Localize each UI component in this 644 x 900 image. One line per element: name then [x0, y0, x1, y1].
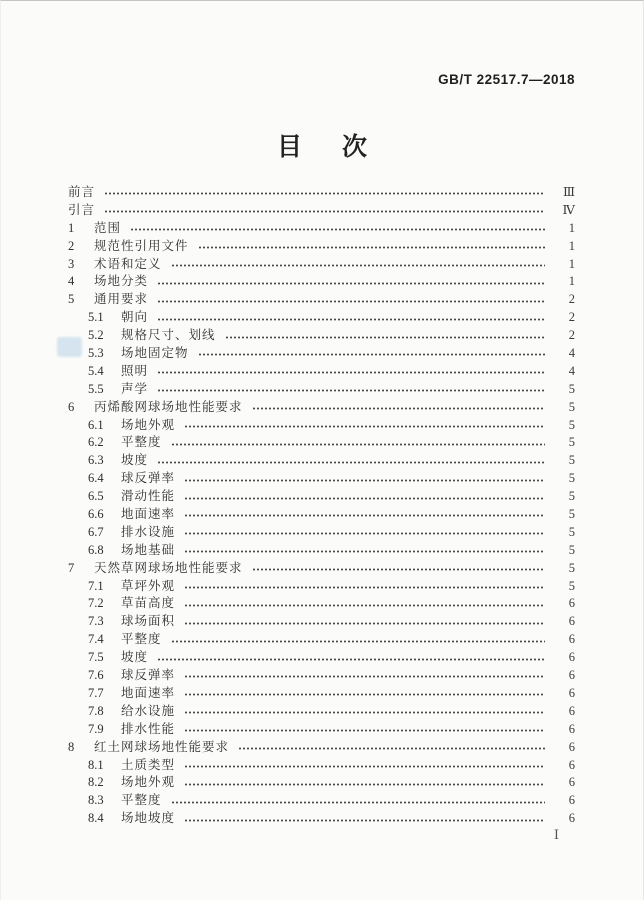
toc-entry-title: 场地外观 [121, 417, 176, 432]
toc-leader-dots [225, 333, 545, 342]
toc-entry-page: 5 [568, 381, 575, 396]
toc-entry-page: 6 [568, 650, 575, 665]
toc-leader-dots [104, 207, 545, 216]
table-of-contents [68, 184, 575, 828]
toc-entry-title: 平整度 [121, 793, 162, 808]
toc-entry-page: 6 [568, 775, 575, 790]
toc-entry [68, 667, 575, 685]
toc-leader-dots [184, 762, 545, 771]
toc-entry-page: Ⅳ [562, 202, 575, 217]
toc-entry-title: 球反弹率 [121, 471, 176, 486]
toc-entry-title: 天然草网球场地性能要求 [94, 560, 243, 575]
toc-entry-page: 6 [568, 632, 575, 647]
toc-entry-title: 坡度 [121, 650, 149, 665]
toc-leader-dots [184, 583, 545, 592]
toc-entry-number: 7.8 [88, 703, 104, 718]
toc-entry-title: 排水设施 [121, 524, 176, 539]
toc-entry-number: 1 [68, 220, 75, 235]
toc-entry-number: 6.8 [88, 542, 104, 557]
toc-leader-dots [198, 350, 545, 359]
toc-entry [68, 774, 575, 792]
toc-entry-number: 5.1 [88, 310, 104, 325]
toc-entry-page: 2 [568, 310, 575, 325]
toc-entry-number: 8.3 [88, 793, 104, 808]
toc-leader-dots [157, 458, 545, 467]
toc-entry-number: 3 [68, 256, 75, 271]
toc-entry-page: 4 [568, 363, 575, 378]
toc-entry-page: 2 [568, 292, 575, 307]
toc-entry-title: 给水设施 [121, 703, 176, 718]
toc-entry [68, 757, 575, 775]
toc-entry-title: 场地固定物 [121, 346, 189, 361]
toc-leader-dots [130, 225, 545, 234]
toc-entry-page: 1 [568, 220, 575, 235]
toc-entry-number: 6.2 [88, 435, 104, 450]
toc-entry-title: 草苗高度 [121, 596, 176, 611]
toc-entry-page: 6 [568, 811, 575, 826]
toc-entry [68, 685, 575, 703]
toc-entry [68, 202, 575, 220]
toc-entry-number: 6.3 [88, 453, 104, 468]
toc-entry-number: 7.5 [88, 650, 104, 665]
toc-entry-number: 6.7 [88, 524, 104, 539]
toc-entry-page: 2 [568, 328, 575, 343]
toc-leader-dots [184, 726, 545, 735]
toc-entry-title: 照明 [121, 363, 149, 378]
toc-leader-dots [184, 422, 545, 431]
toc-entry [68, 417, 575, 435]
toc-entry [68, 524, 575, 542]
standard-number: GB/T 22517.7—2018 [438, 72, 575, 87]
toc-entry [68, 238, 575, 256]
toc-entry-number: 7.9 [88, 721, 104, 736]
toc-entry [68, 327, 575, 345]
toc-entry-title: 地面速率 [121, 507, 176, 522]
toc-leader-dots [171, 637, 545, 646]
toc-entry-page: 6 [568, 703, 575, 718]
toc-leader-dots [171, 440, 545, 449]
toc-entry-number: 5.2 [88, 328, 104, 343]
toc-entry-title: 坡度 [121, 453, 149, 468]
toc-entry-number: 8.4 [88, 811, 104, 826]
toc-entry [68, 739, 575, 757]
toc-entry-number: 2 [68, 238, 75, 253]
toc-entry-title: 土质类型 [121, 757, 176, 772]
page-title: 目次 [276, 134, 407, 161]
toc-entry [68, 256, 575, 274]
toc-leader-dots [238, 744, 545, 753]
footer-page-number: Ⅰ [553, 827, 559, 842]
toc-entry-title: 前言 [68, 185, 96, 199]
toc-entry [68, 613, 575, 631]
toc-entry [68, 703, 575, 721]
toc-entry-number: 5 [68, 292, 75, 307]
toc-entry-page: 5 [568, 471, 575, 486]
toc-entry-number: 5.3 [88, 346, 104, 361]
toc-entry-page: 5 [568, 560, 575, 575]
toc-entry-number: 4 [68, 274, 75, 289]
toc-entry [68, 631, 575, 649]
toc-entry-title: 平整度 [121, 632, 162, 647]
toc-entry-number: 8.1 [88, 757, 104, 772]
toc-entry [68, 309, 575, 327]
toc-entry-title: 红土网球场地性能要求 [94, 739, 230, 754]
toc-leader-dots [184, 494, 545, 503]
toc-leader-dots [184, 619, 545, 628]
toc-entry-page: 1 [568, 274, 575, 289]
toc-entry [68, 399, 575, 417]
toc-entry-title: 场地外观 [121, 775, 176, 790]
toc-entry [68, 434, 575, 452]
toc-entry-title: 声学 [121, 381, 149, 396]
toc-entry-number: 7.4 [88, 632, 104, 647]
toc-entry [68, 542, 575, 560]
toc-entry-title: 场地基础 [121, 542, 176, 557]
toc-entry-title: 球反弹率 [121, 668, 176, 683]
toc-entry-number: 5.5 [88, 381, 104, 396]
toc-entry-number: 7 [68, 560, 75, 575]
toc-entry-page: 1 [568, 238, 575, 253]
toc-entry-title: 规格尺寸、划线 [121, 328, 216, 343]
toc-entry [68, 560, 575, 578]
toc-entry-page: 6 [568, 757, 575, 772]
toc-entry [68, 649, 575, 667]
toc-entry-number: 7.3 [88, 614, 104, 629]
toc-entry-title: 场地坡度 [121, 811, 176, 826]
toc-entry [68, 184, 575, 202]
toc-leader-dots [171, 261, 545, 270]
toc-entry [68, 578, 575, 596]
toc-entry-page: 6 [568, 793, 575, 808]
toc-leader-dots [157, 386, 545, 395]
toc-leader-dots [184, 547, 545, 556]
toc-entry [68, 291, 575, 309]
toc-entry-page: 5 [568, 453, 575, 468]
toc-leader-dots [157, 315, 545, 324]
toc-leader-dots [104, 189, 545, 198]
toc-entry-number: 8.2 [88, 775, 104, 790]
toc-entry-number: 8 [68, 739, 75, 754]
toc-entry [68, 595, 575, 613]
toc-entry [68, 792, 575, 810]
toc-entry-number: 6.4 [88, 471, 104, 486]
toc-entry [68, 470, 575, 488]
toc-entry [68, 488, 575, 506]
toc-entry-page: 6 [568, 614, 575, 629]
toc-entry-page: 5 [568, 542, 575, 557]
toc-entry-page: 4 [568, 346, 575, 361]
toc-entry-page: 5 [568, 417, 575, 432]
toc-entry-page: 6 [568, 596, 575, 611]
toc-leader-dots [184, 672, 545, 681]
toc-leader-dots [184, 690, 545, 699]
toc-entry-title: 范围 [94, 220, 122, 235]
toc-entry-page: 6 [568, 721, 575, 736]
toc-leader-dots [184, 708, 545, 717]
toc-leader-dots [157, 279, 545, 288]
toc-entry [68, 363, 575, 381]
toc-entry-page: 5 [568, 489, 575, 504]
toc-entry-title: 引言 [68, 202, 96, 217]
toc-leader-dots [157, 655, 545, 664]
toc-entry [68, 220, 575, 238]
toc-entry-number: 7.1 [88, 578, 104, 593]
toc-entry-page: 6 [568, 668, 575, 683]
toc-entry-title: 球场面积 [121, 614, 176, 629]
toc-leader-dots [171, 798, 545, 807]
toc-entry-number: 6 [68, 399, 75, 414]
toc-entry-title: 滑动性能 [121, 489, 176, 504]
toc-entry-number: 7.7 [88, 685, 104, 700]
toc-entry-number: 7.6 [88, 668, 104, 683]
toc-entry-number: 7.2 [88, 596, 104, 611]
toc-entry-title: 地面速率 [121, 685, 176, 700]
toc-entry-title: 丙烯酸网球场地性能要求 [94, 399, 243, 414]
toc-entry-title: 草坪外观 [121, 578, 176, 593]
toc-entry-page: 6 [568, 739, 575, 754]
toc-entry-number: 6.1 [88, 417, 104, 432]
toc-entry-title: 场地分类 [94, 274, 149, 289]
toc-leader-dots [184, 511, 545, 520]
toc-entry-page: Ⅲ [562, 185, 575, 199]
toc-entry [68, 810, 575, 828]
toc-leader-dots [252, 404, 545, 413]
toc-leader-dots [252, 565, 545, 574]
toc-leader-dots [157, 368, 545, 377]
toc-entry-title: 规范性引用文件 [94, 238, 189, 253]
toc-leader-dots [184, 476, 545, 485]
toc-entry-page: 5 [568, 399, 575, 414]
toc-entry [68, 273, 575, 291]
toc-entry [68, 345, 575, 363]
toc-entry-title: 排水性能 [121, 721, 176, 736]
toc-leader-dots [198, 243, 545, 252]
toc-entry-page: 5 [568, 524, 575, 539]
toc-entry [68, 452, 575, 470]
toc-entry [68, 721, 575, 739]
toc-leader-dots [184, 529, 545, 538]
toc-leader-dots [184, 816, 545, 825]
toc-entry-page: 1 [568, 256, 575, 271]
toc-leader-dots [157, 297, 545, 306]
toc-leader-dots [184, 601, 545, 610]
toc-entry-page: 5 [568, 507, 575, 522]
toc-entry-page: 5 [568, 435, 575, 450]
toc-entry-page: 5 [568, 578, 575, 593]
toc-entry-page: 6 [568, 685, 575, 700]
toc-entry-number: 6.5 [88, 489, 104, 504]
toc-entry [68, 381, 575, 399]
toc-entry-number: 5.4 [88, 363, 104, 378]
toc-entry-number: 6.6 [88, 507, 104, 522]
toc-entry-title: 术语和定义 [94, 256, 162, 271]
toc-entry-title: 朝向 [121, 310, 149, 325]
toc-entry [68, 506, 575, 524]
toc-entry-title: 平整度 [121, 435, 162, 450]
toc-leader-dots [184, 780, 545, 789]
toc-entry-title: 通用要求 [94, 292, 149, 307]
